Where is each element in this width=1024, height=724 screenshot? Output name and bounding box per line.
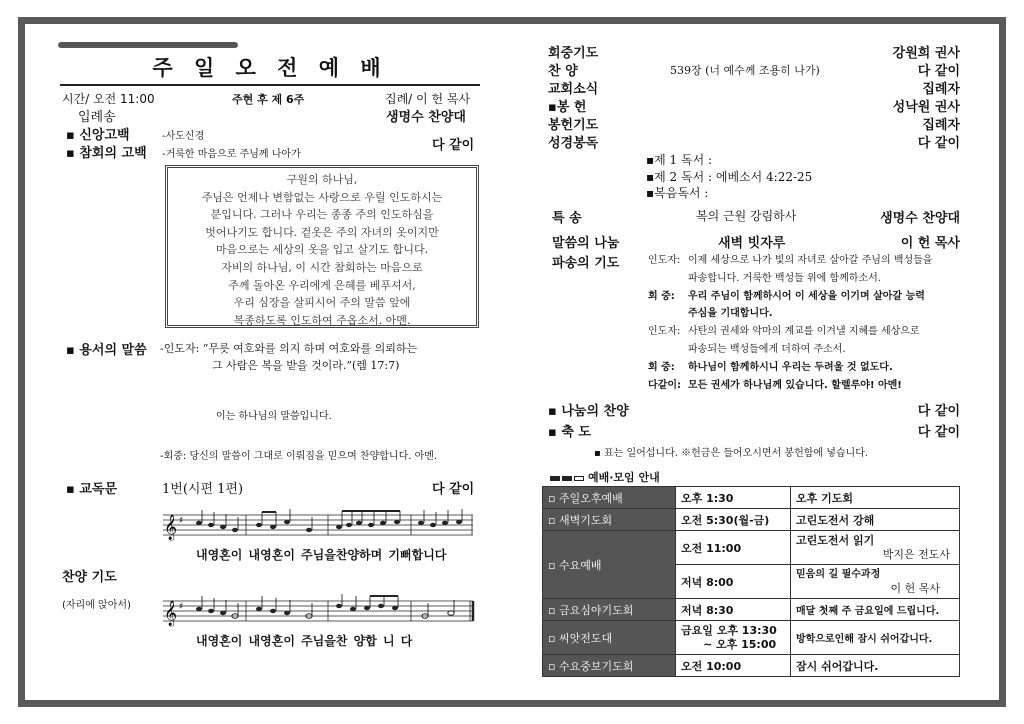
schedule-name: ▫ 수요예배 bbox=[543, 531, 676, 599]
decorative-bar bbox=[58, 42, 238, 48]
schedule-desc: 오후 기도회 bbox=[791, 487, 960, 509]
schedule-name: ▫ 수요중보기도회 bbox=[543, 655, 676, 677]
svg-text:𝄞: 𝄞 bbox=[164, 515, 178, 540]
repent-label: ▪ 참회의 고백 bbox=[66, 146, 147, 161]
service-time: 시간/ 오전 11:00 bbox=[62, 92, 155, 106]
order-label: 회중기도 bbox=[548, 46, 599, 61]
table-row bbox=[543, 487, 960, 509]
sending-prayer bbox=[648, 252, 932, 394]
reading-who: 다 같이 bbox=[432, 482, 475, 497]
schedule-time: 금요일 오후 13:30 ~ 오후 15:00 bbox=[676, 621, 791, 655]
order-who: 다 같이 bbox=[917, 64, 960, 79]
blessing-label: ▪ 축 도 bbox=[548, 425, 591, 440]
schedule-time: 저녁 8:30 bbox=[676, 599, 791, 621]
prayer-line: 자비의 하나님, 이 시간 참회하는 마음으로 bbox=[221, 260, 423, 274]
sermon-who: 이 헌 목사 bbox=[900, 236, 960, 251]
pardon-mid: 이는 하나님의 말씀입니다. bbox=[216, 411, 332, 422]
svg-text:♯: ♯ bbox=[179, 516, 184, 526]
reading-label: ▪ 교독문 bbox=[66, 482, 118, 497]
prayer-line: 벗어나기도 합니다. 겉옷은 주의 자녀의 옷이지만 bbox=[205, 225, 439, 239]
repent-who: 다 같이 bbox=[432, 138, 475, 153]
repent-desc: -거룩한 마음으로 주님께 나아가 bbox=[162, 149, 301, 160]
order-who: 성낙원 권사 bbox=[892, 100, 960, 115]
table-row bbox=[543, 655, 960, 677]
sending-line: 파송합니다. 거룩한 백성들 위에 함께하소서. bbox=[688, 272, 881, 284]
schedule-name: ▫ 주일오후예배 bbox=[543, 487, 676, 509]
blessing-who: 다 같이 bbox=[917, 425, 960, 440]
table-row bbox=[543, 599, 960, 621]
prayer-line: 주님은 언제나 변함없는 사랑으로 우릴 인도하시는 bbox=[201, 190, 443, 204]
week-label: 주현 후 제 6주 bbox=[232, 93, 305, 106]
table-row bbox=[543, 509, 960, 531]
schedule-time: 저녁 8:00 bbox=[676, 565, 791, 599]
pardon-label: ▪ 용서의 말씀 bbox=[66, 343, 147, 358]
lyrics-line-2: 내영혼이 내영혼이 주님을찬 양합 니 다 bbox=[196, 634, 413, 648]
order-who: 집례자 bbox=[922, 118, 960, 133]
pardon-response: -회중: 당신의 말씀이 그대로 이뤄짐을 믿으며 찬양합니다. 아멘. bbox=[160, 451, 438, 462]
sending-line: 인도자: 이제 세상으로 나가 빛의 자녀로 살아갈 주님의 백성들을 bbox=[648, 255, 933, 266]
footnote: ▪ 표는 일어섭니다. ※헌금은 들어오시면서 봉헌함에 넣습니다. bbox=[594, 448, 869, 459]
leader-label: 집례/ 이 헌 목사 bbox=[385, 92, 471, 106]
svg-text:𝄞: 𝄞 bbox=[164, 601, 178, 626]
prayer-line: 분입니다. 그러나 우리는 종종 주의 인도하심을 bbox=[210, 208, 434, 222]
schedule-desc: 잠시 쉬어갑니다. bbox=[791, 655, 960, 677]
schedule-time: 오전 11:00 bbox=[676, 531, 791, 565]
order-label: 찬 양 bbox=[548, 64, 578, 79]
creed-desc: -사도신경 bbox=[162, 131, 205, 142]
schedule-desc: 고린도전서 강해 bbox=[791, 509, 960, 531]
schedule-table bbox=[542, 486, 960, 677]
schedule-desc: 고린도전서 읽기 박지은 전도사 bbox=[791, 531, 960, 565]
order-who: 집례자 bbox=[922, 82, 960, 97]
schedule-name: ▫ 씨앗전도대 bbox=[543, 621, 676, 655]
order-label: 봉헌기도 bbox=[548, 118, 599, 133]
hymn-desc: 539장 (너 예수께 조용히 나가) bbox=[670, 64, 820, 77]
sermon-title: 새벽 빗자루 bbox=[718, 236, 786, 251]
order-who: 다 같이 bbox=[917, 136, 960, 151]
order-label: 교회소식 bbox=[548, 82, 599, 97]
prayer-line: 구원의 하나님, bbox=[286, 173, 358, 186]
order-label: ▪봉 헌 bbox=[548, 100, 587, 115]
entrance-who: 생명수 찬양대 bbox=[386, 110, 466, 125]
schedule-name: ▫ 금요심야기도회 bbox=[543, 599, 676, 621]
svg-text:♯: ♯ bbox=[179, 602, 184, 612]
prayer-line: 주께 돌아온 우리에게 은혜를 베푸셔서, bbox=[228, 278, 416, 292]
table-row bbox=[543, 621, 960, 655]
confession-prayer-box bbox=[165, 165, 479, 328]
order-who: 강원희 권사 bbox=[892, 46, 960, 61]
prayer-line: 마음으로는 세상의 옷을 입고 살기도 합니다. bbox=[215, 243, 429, 257]
schedule-time: 오전 5:30(월-금) bbox=[676, 509, 791, 531]
closing-hymn-who: 다 같이 bbox=[917, 404, 960, 419]
sending-label: 파송의 기도 bbox=[552, 256, 620, 271]
prayer-line: 우리 심장을 살피시어 주의 말씀 앞에 bbox=[233, 296, 411, 310]
special-who: 생명수 찬양대 bbox=[880, 211, 960, 226]
sending-line: 회 중: 하나님이 함께하시니 우리는 두려울 것 없도다. bbox=[648, 361, 893, 373]
page-title: 주 일 오 전 예 배 bbox=[152, 56, 388, 80]
sending-line: 파송되는 백성들에게 더하여 주소서. bbox=[688, 343, 846, 355]
music-staff-2 bbox=[163, 593, 476, 631]
entrance-label: 입례송 bbox=[78, 110, 116, 125]
schedule-time: 오전 10:00 bbox=[676, 655, 791, 677]
sending-line: 회 중: 우리 주님이 함께하시어 이 세상을 이기며 살아갈 능력 bbox=[648, 290, 925, 302]
reading-desc: 1번(시편 1편) bbox=[162, 482, 244, 497]
title-underline bbox=[60, 84, 480, 86]
music-staff-1 bbox=[163, 507, 476, 545]
schedule-time: 오후 1:30 bbox=[676, 487, 791, 509]
special-desc: 복의 근원 강림하사 bbox=[696, 209, 797, 223]
creed-label: ▪ 신앙고백 bbox=[66, 128, 130, 143]
schedule-heading: 예배·모임 안내 bbox=[550, 469, 660, 485]
table-row bbox=[543, 531, 960, 565]
sending-line: 다같이: 모든 권세가 하나님께 있습니다. 할렐루야! 아멘! bbox=[648, 379, 902, 391]
prayer-line: 복종하도록 인도하여 주옵소서. 아멘. bbox=[233, 313, 411, 327]
sermon-label: 말씀의 나눔 bbox=[552, 236, 620, 251]
reading-item: ▪복음독서 : bbox=[646, 186, 709, 200]
lyrics-line-1: 내영혼이 내영혼이 주님을찬양하며 기뻐합니다 bbox=[196, 548, 447, 562]
reading-item: ▪제 2 독서 : 에베소서 4:22-25 bbox=[646, 170, 813, 184]
special-label: 특 송 bbox=[552, 211, 582, 226]
order-label: 성경봉독 bbox=[548, 136, 599, 151]
schedule-name: ▫ 새벽기도회 bbox=[543, 509, 676, 531]
pardon-leader-2: 그 사람은 복을 받을 것이라.”(렘 17:7) bbox=[212, 359, 400, 372]
sending-line: 주심을 기대합니다. bbox=[688, 308, 773, 320]
reading-item: ▪제 1 독서 : bbox=[646, 153, 713, 167]
closing-hymn-label: ▪ 나눔의 찬양 bbox=[548, 404, 629, 419]
sending-line: 인도자: 사탄의 권세와 악마의 계교를 이겨낼 지혜를 세상으로 bbox=[648, 326, 920, 338]
praise-prayer-note: (자리에 앉아서) bbox=[62, 600, 131, 611]
praise-prayer-label: 찬양 기도 bbox=[62, 570, 117, 585]
schedule-desc: 방학으로인해 잠시 쉬어갑니다. bbox=[791, 621, 960, 655]
pardon-leader: -인도자: “무릇 여호와를 의지 하며 여호와를 의뢰하는 bbox=[160, 342, 418, 355]
schedule-desc: 매달 첫째 주 금요일에 드립니다. bbox=[791, 599, 960, 621]
schedule-desc: 믿음의 길 필수과정 이 헌 목사 bbox=[791, 565, 960, 599]
